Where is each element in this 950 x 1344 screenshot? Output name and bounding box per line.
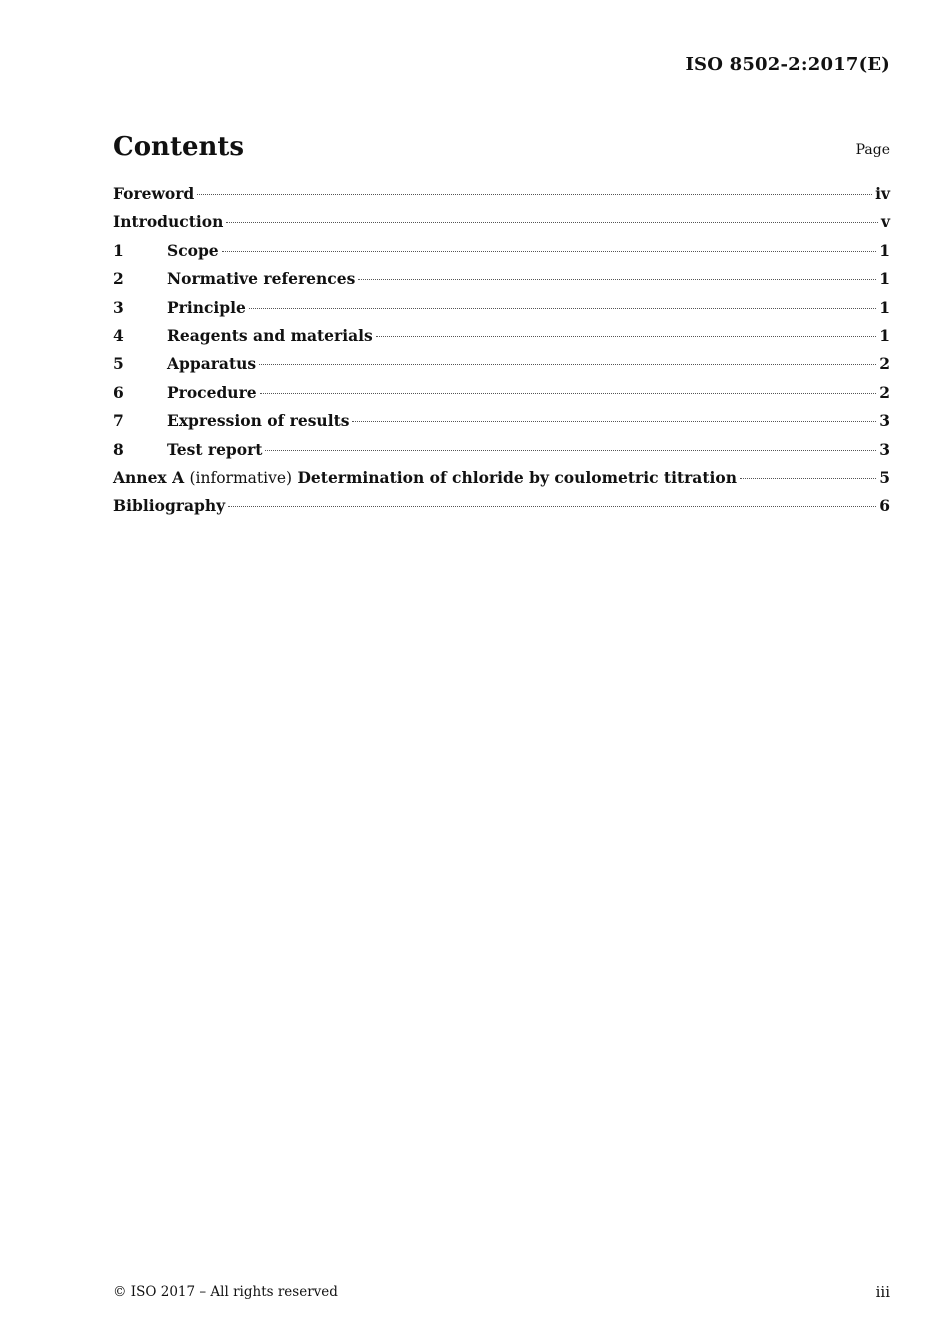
annex-note: (informative) <box>189 468 293 487</box>
toc-entry-page: 3 <box>879 411 890 431</box>
toc-entry-procedure[interactable] <box>113 383 890 411</box>
toc-entry-scope[interactable] <box>113 241 890 269</box>
toc-entry-title: Scope <box>167 240 219 260</box>
toc-entry-apparatus[interactable] <box>113 354 890 382</box>
dot-leader <box>358 279 876 280</box>
toc-entry-number: 3 <box>113 297 124 317</box>
dot-leader <box>249 308 876 309</box>
toc-entry-number: 6 <box>113 382 124 402</box>
contents-heading: Contents <box>113 132 245 162</box>
toc-entry-title: Procedure <box>167 382 257 402</box>
toc-entry-number: 2 <box>113 269 124 289</box>
toc-entry-page: 1 <box>879 325 890 345</box>
toc-entry-title: Foreword <box>113 184 195 203</box>
toc-entry-foreword[interactable] <box>113 184 890 212</box>
dot-leader <box>352 421 876 422</box>
dot-leader <box>265 450 876 451</box>
toc-entry-page: v <box>880 212 890 232</box>
toc-entry-page: 1 <box>879 240 890 260</box>
toc-entry-title: Bibliography <box>113 496 226 516</box>
toc-entry-title: Expression of results <box>167 411 350 431</box>
toc-entry-title: Test report <box>167 439 263 459</box>
footer-copyright: © ISO 2017 – All rights reserved <box>113 1284 338 1300</box>
dot-leader <box>376 336 876 337</box>
toc-entry-reagents-and-materials[interactable] <box>113 326 890 354</box>
toc-entry-title-group <box>113 468 737 487</box>
toc-entry-title: Reagents and materials <box>167 325 373 345</box>
toc-entry-page: 1 <box>879 269 890 289</box>
toc-entry-annex-a[interactable] <box>113 468 890 496</box>
toc-entry-test-report[interactable] <box>113 440 890 468</box>
toc-entry-bibliography[interactable] <box>113 496 890 524</box>
dot-leader <box>222 251 877 252</box>
table-of-contents <box>113 184 890 525</box>
dot-leader <box>740 478 876 479</box>
toc-entry-page: 2 <box>879 354 890 374</box>
toc-entry-page: 3 <box>879 439 890 459</box>
toc-entry-page: 2 <box>879 382 890 402</box>
document-id: ISO 8502-2:2017(E) <box>685 54 890 75</box>
toc-entry-number: 8 <box>113 439 124 459</box>
toc-entry-introduction[interactable] <box>113 212 890 240</box>
toc-entry-title: Normative references <box>167 269 356 289</box>
toc-entry-title: Apparatus <box>167 354 257 374</box>
toc-entry-number: 4 <box>113 325 124 345</box>
toc-entry-number: 5 <box>113 354 124 374</box>
dot-leader <box>226 222 878 223</box>
footer-page-number: iii <box>875 1283 890 1301</box>
toc-entry-number: 7 <box>113 411 124 431</box>
toc-entry-expression-of-results[interactable] <box>113 411 890 439</box>
toc-entry-title: Principle <box>167 297 246 317</box>
toc-entry-normative-references[interactable] <box>113 269 890 297</box>
toc-entry-number: 1 <box>113 240 124 260</box>
annex-label: Annex A <box>113 467 185 487</box>
toc-entry-title: Determination of chloride by coulometric titration <box>297 467 738 487</box>
toc-entry-page: iv <box>875 184 890 203</box>
dot-leader <box>228 506 876 507</box>
toc-entry-principle[interactable] <box>113 298 890 326</box>
toc-entry-page: 6 <box>879 496 890 516</box>
dot-leader <box>259 364 876 365</box>
toc-entry-title: Introduction <box>113 212 224 232</box>
toc-entry-page: 1 <box>879 297 890 317</box>
page-column-label: Page <box>855 142 890 158</box>
dot-leader <box>197 194 872 195</box>
dot-leader <box>260 393 877 394</box>
toc-entry-page: 5 <box>879 467 890 487</box>
